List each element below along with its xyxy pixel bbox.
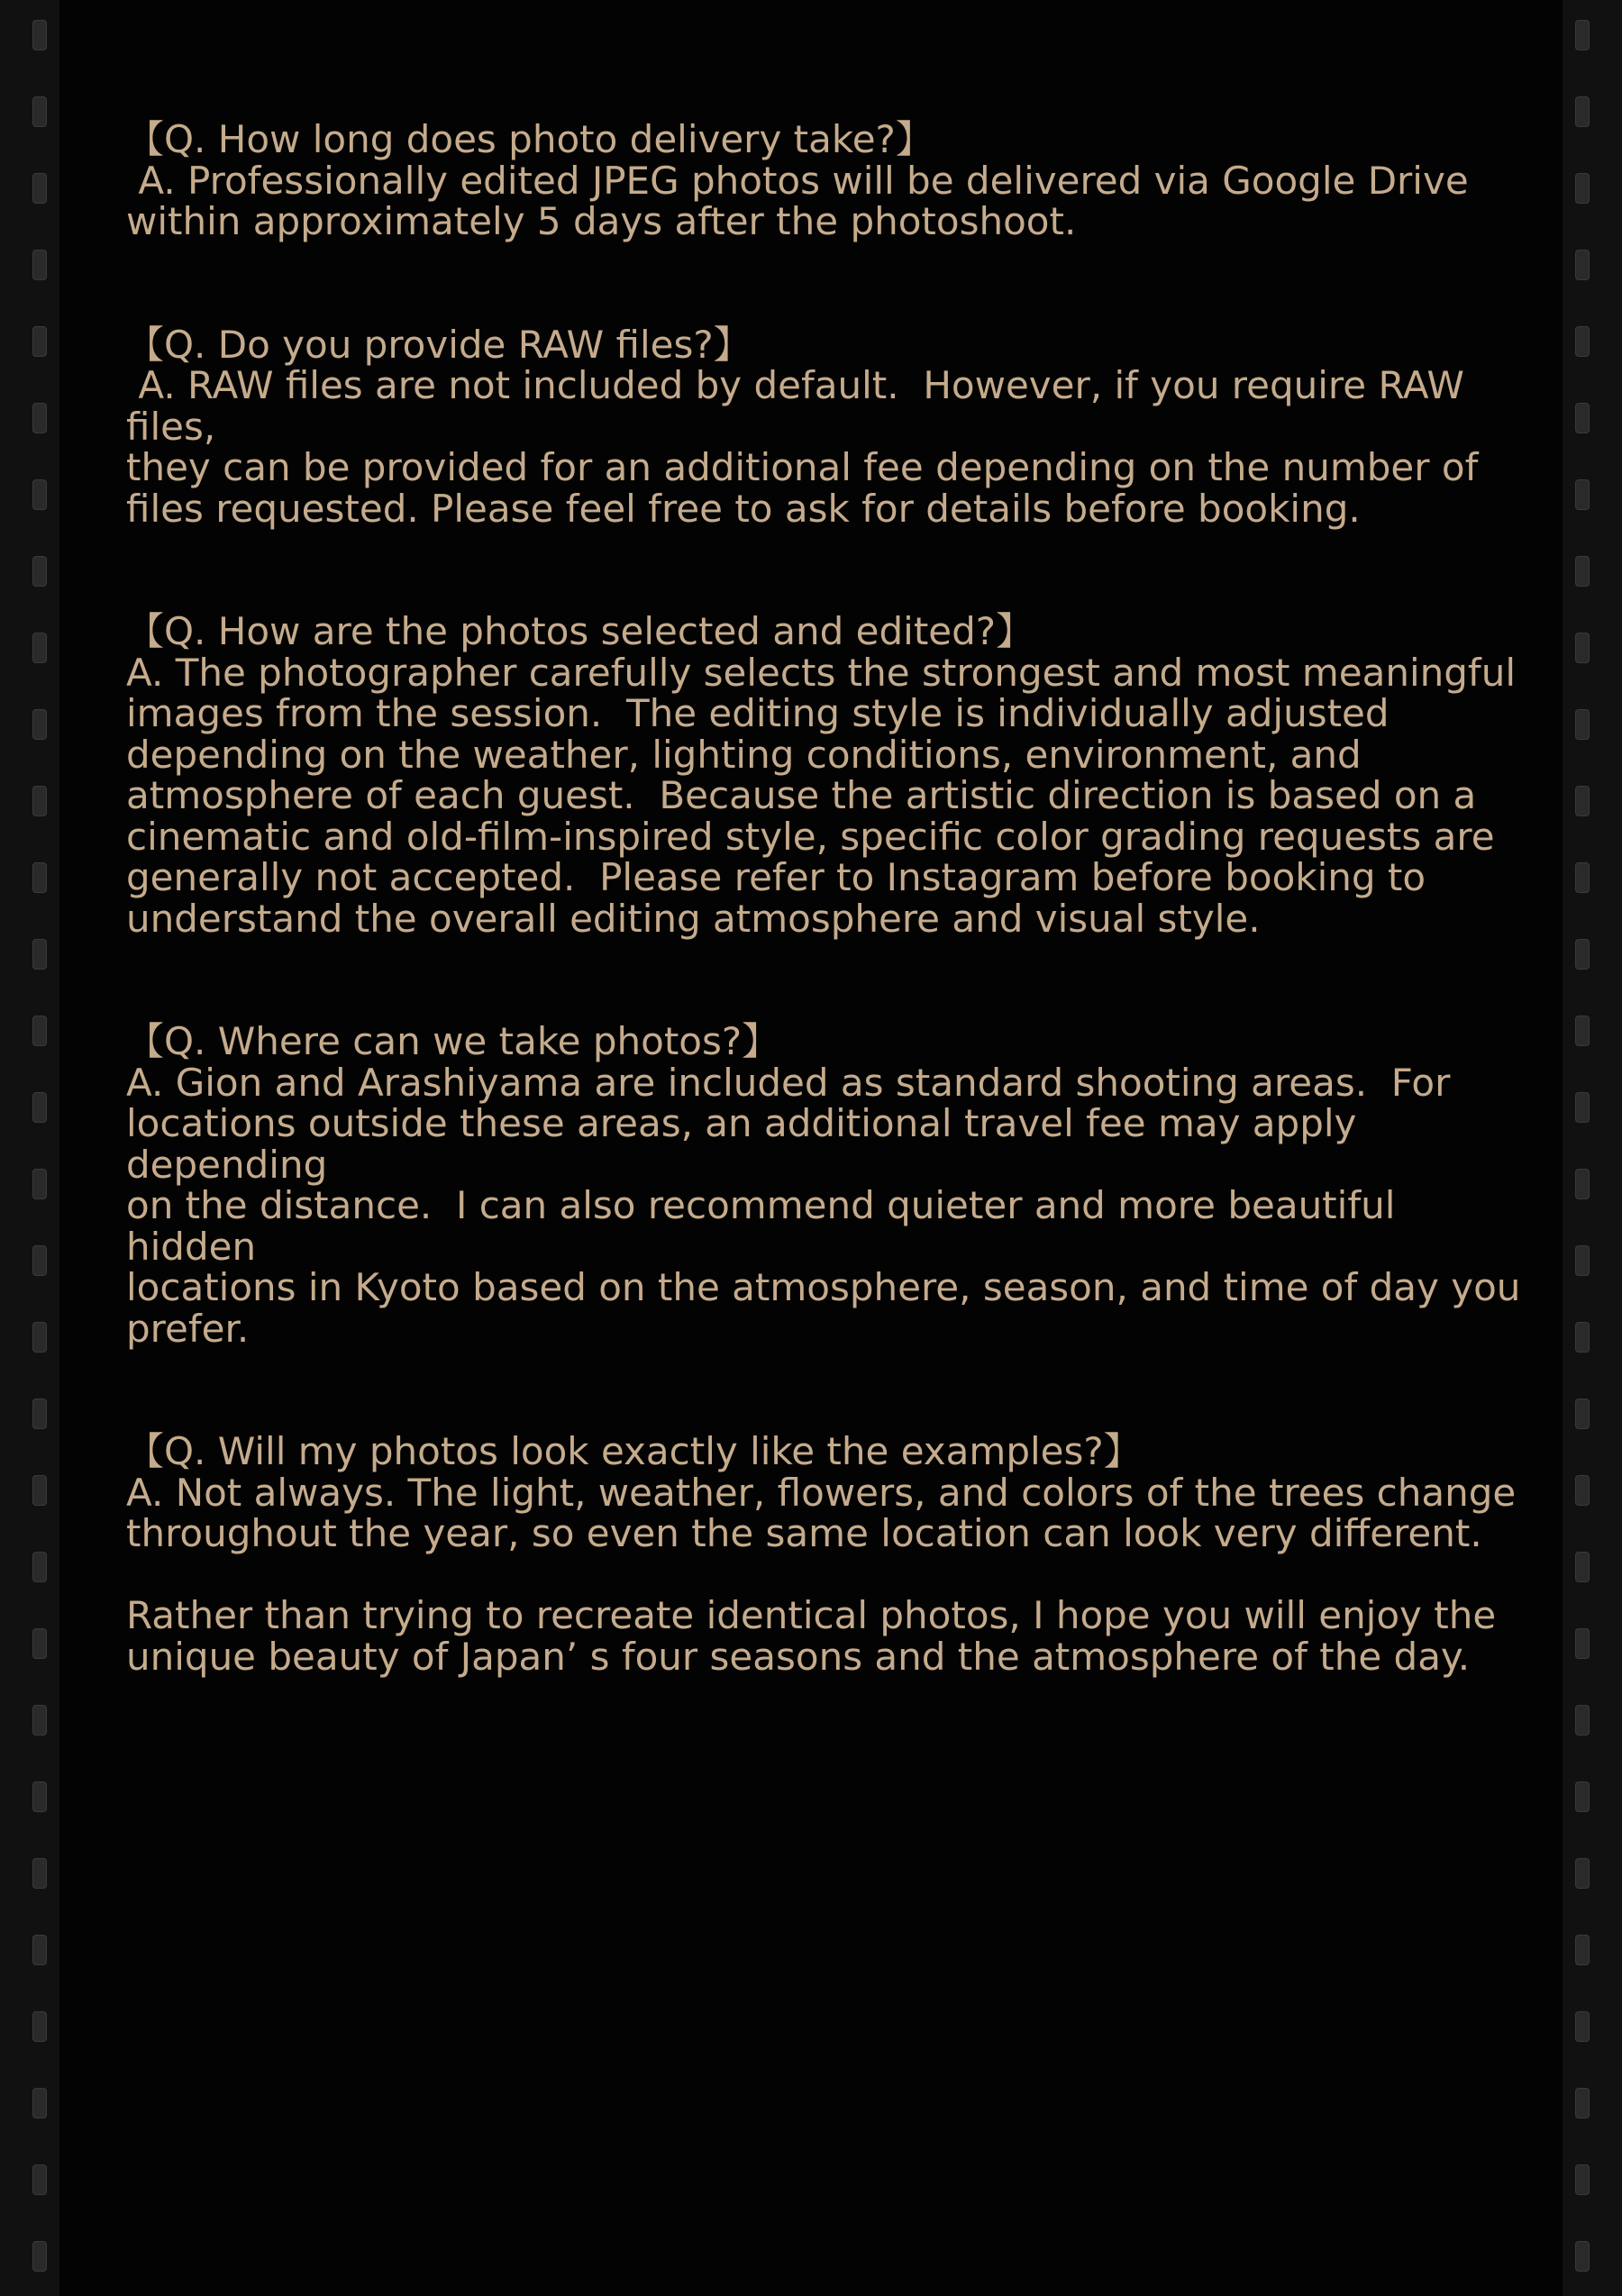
film-strip-left <box>0 0 59 2296</box>
film-edge-markings-left <box>20 0 32 2296</box>
film-sprocket-hole <box>1575 1322 1590 1353</box>
film-sprocket-hole <box>1575 1092 1590 1123</box>
film-sprocket-hole <box>1575 1705 1590 1736</box>
film-sprocket-hole <box>32 1628 47 1659</box>
film-sprocket-hole <box>1575 326 1590 357</box>
film-sprocket-hole <box>1575 786 1590 816</box>
film-sprocket-hole <box>32 479 47 510</box>
film-sprocket-hole <box>1575 2088 1590 2118</box>
film-sprocket-hole <box>32 1935 47 1965</box>
faq-answer: A. The photographer carefully selects the strongest and most meaningful images from the session. The editing style is individually adjusted depending on the weather, lighting conditions, environment, and atmosphere of each guest. Because the artistic direction is based on a cinematic and old-film-inspired style, specific color grading requests are generally not accepted. Please refer to Instagram before booking to understand the overall editing atmosphere and visual style. <box>126 650 1516 941</box>
film-sprocket-hole <box>1575 1935 1590 1965</box>
film-sprocket-hole <box>32 1705 47 1736</box>
film-sprocket-hole <box>32 96 47 127</box>
faq-item-examples <box>126 1431 1532 1677</box>
faq-question: 【Q. Will my photos look exactly like the examples?】 <box>126 1429 1142 1473</box>
film-sprocket-hole <box>32 403 47 433</box>
film-sprocket-hole <box>1575 2241 1590 2272</box>
faq-answer: A. Professionally edited JPEG photos will be delivered via Google Drive within approximately 5 days after the photoshoot. <box>126 158 1469 243</box>
faq-question: 【Q. Where can we take photos?】 <box>126 1019 780 1063</box>
film-sprocket-hole <box>1575 1245 1590 1276</box>
film-sprocket-hole <box>32 173 47 204</box>
film-sprocket-hole <box>32 2241 47 2272</box>
film-sprocket-hole <box>1575 96 1590 127</box>
film-sprocket-hole <box>1575 939 1590 970</box>
film-sprocket-hole <box>32 1475 47 1506</box>
film-sprocket-hole <box>32 633 47 663</box>
film-sprocket-hole <box>32 1169 47 1199</box>
faq-content <box>126 119 1532 1759</box>
film-sprocket-hole <box>32 250 47 280</box>
film-sprocket-hole <box>1575 1552 1590 1582</box>
faq-item-selection-editing <box>126 611 1532 939</box>
film-sprocket-hole <box>1575 2164 1590 2195</box>
film-sprocket-hole <box>32 2164 47 2195</box>
film-sprocket-hole <box>1575 1016 1590 1046</box>
paragraph-spacer <box>126 1554 1532 1596</box>
film-sprocket-hole <box>1575 250 1590 280</box>
faq-item-locations <box>126 1021 1532 1349</box>
faq-question: 【Q. How are the photos selected and edited?】 <box>126 609 1034 653</box>
film-sprocket-hole <box>32 1399 47 1429</box>
film-sprocket-hole <box>32 2011 47 2042</box>
film-sprocket-hole <box>1575 1399 1590 1429</box>
faq-question: 【Q. Do you provide RAW files?】 <box>126 322 752 367</box>
faq-answer: A. RAW files are not included by default. However, if you require RAW files, they can be provided for an additional fee depending on the number of files requested. Please feel free to ask for details before booking. <box>126 363 1479 531</box>
faq-question: 【Q. How long does photo delivery take?】 <box>126 117 934 161</box>
film-sprocket-hole <box>1575 1628 1590 1659</box>
film-sprocket-hole <box>1575 556 1590 587</box>
film-sprocket-hole <box>32 862 47 893</box>
film-sprocket-hole <box>32 556 47 587</box>
film-sprocket-hole <box>1575 479 1590 510</box>
film-sprocket-hole <box>1575 403 1590 433</box>
sprocket-column-left <box>32 0 47 2296</box>
film-sprocket-hole <box>1575 1858 1590 1889</box>
film-sprocket-hole <box>1575 633 1590 663</box>
film-sprocket-hole <box>1575 20 1590 50</box>
film-sprocket-hole <box>32 1322 47 1353</box>
film-sprocket-hole <box>1575 1781 1590 1812</box>
film-sprocket-hole <box>32 1552 47 1582</box>
film-sprocket-hole <box>32 1781 47 1812</box>
faq-answer: A. Not always. The light, weather, flowers, and colors of the trees change throughout the year, so even the same location can look very different. <box>126 1470 1517 1555</box>
film-sprocket-hole <box>32 1858 47 1889</box>
film-sprocket-hole <box>32 786 47 816</box>
faq-answer: A. Gion and Arashiyama are included as standard shooting areas. For locations outside these areas, an additional travel fee may apply depending on the distance. I can also recommend quieter and more beautiful hidden locations in Kyoto based on the atmosphere, season, and time of day you prefer. <box>126 1060 1521 1351</box>
faq-answer-continued: Rather than trying to recreate identical photos, I hope you will enjoy the unique beauty of Japan’ s four seasons and the atmosphere of the day. <box>126 1593 1497 1679</box>
sprocket-column-right <box>1575 0 1590 2296</box>
film-sprocket-hole <box>1575 709 1590 740</box>
film-sprocket-hole <box>32 709 47 740</box>
film-sprocket-hole <box>1575 1169 1590 1199</box>
faq-item-raw-files <box>126 324 1532 530</box>
film-edge-markings-right <box>1600 0 1613 2296</box>
film-sprocket-hole <box>1575 1475 1590 1506</box>
faq-item-delivery <box>126 119 1532 242</box>
film-sprocket-hole <box>1575 173 1590 204</box>
film-sprocket-hole <box>32 1245 47 1276</box>
film-sprocket-hole <box>32 939 47 970</box>
film-strip-right <box>1563 0 1622 2296</box>
film-sprocket-hole <box>32 2088 47 2118</box>
film-sprocket-hole <box>32 20 47 50</box>
film-sprocket-hole <box>1575 2011 1590 2042</box>
film-sprocket-hole <box>32 326 47 357</box>
film-sprocket-hole <box>32 1016 47 1046</box>
film-sprocket-hole <box>32 1092 47 1123</box>
film-sprocket-hole <box>1575 862 1590 893</box>
